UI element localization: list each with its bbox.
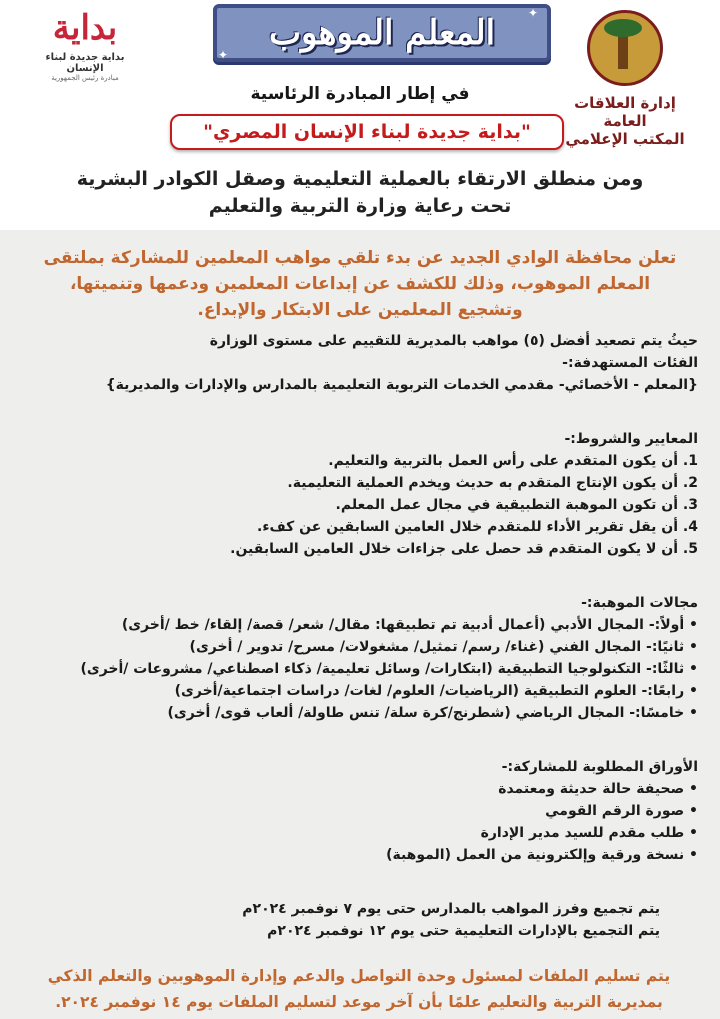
intro-line-1: تعلن محافظة الوادي الجديد عن بدء تلقي مواهب المعلمين للمشاركة بملتقى [43, 248, 677, 268]
logo-line-2: المكتب الإعلامي [565, 130, 685, 148]
criteria-item: 2. أن يكون الإنتاج المتقدم به حديث ويخدم العملية التعليمية. [287, 475, 698, 491]
selection-note: حيثُ يتم تصعيد أفضل (٥) مواهب بالمديرية للتقييم على مستوى الوزارة [209, 333, 698, 349]
banner-title: المعلم الموهوب [268, 13, 496, 53]
criteria-heading: المعايير والشروط:- [564, 431, 698, 447]
initiative-line: في إطار المبادرة الرئاسية [250, 84, 470, 104]
schedule-line-1: يتم تجميع وفرز المواهب بالمدارس حتى يوم ٧ نوفمبر ٢٠٢٤م [242, 901, 660, 917]
document-item: • صحيفة حالة حديثة ومعتمدة [8, 778, 698, 800]
field-item: • أولاً:- المجال الأدبي (أعمال أدبية تم تطبيقها: مقال/ شعر/ قصة/ إلقاء/ خط /أخرى) [8, 614, 698, 636]
palm-tree-emblem-icon [587, 10, 663, 86]
public-relations-logo [550, 10, 700, 148]
field-item: • ثالثًا:- التكنولوجيا التطبيقية (ابتكارات/ وسائل تعليمية/ ذكاء اصطناعي/ مشروعات /أخرى) [8, 658, 698, 680]
target-text: {المعلم - الأخصائي- مقدمي الخدمات التربوية التعليمية بالمدارس والإدارات والمديرية} [105, 377, 698, 393]
documents-section [8, 756, 698, 866]
intro-line-2: المعلم الموهوب، وذلك للكشف عن إبداعات المعلمين ودعمها وتنميتها، [69, 274, 651, 294]
schedule-line-2: يتم التجميع بالإدارات التعليمية حتى يوم ١٢ نوفمبر ٢٠٢٤م [267, 923, 660, 939]
criteria-item: 5. أن لا يكون المتقدم قد حصل على جزاءات خلال العامين السابقين. [230, 541, 698, 557]
fields-heading: مجالات الموهبة:- [581, 595, 698, 611]
bidaya-logo-caption: بداية جديدة لبناء الإنسان [45, 52, 125, 74]
header [0, 0, 720, 230]
closing-line-2: بمديرية التربية والتعليم علمًا بأن آخر موعد لتسليم الملفات يوم ١٤ نوفمبر ٢٠٢٤. [55, 993, 663, 1011]
closing-line-1: يتم تسليم الملفات لمسئول وحدة التواصل والدعم وإدارة الموهوبين والتعلم الذكي [47, 967, 671, 985]
intro-paragraph [20, 245, 700, 323]
field-item: • خامسًا:- المجال الرياضي (شطرنج/كرة سلة/ تنس طاولة/ ألعاب قوى/ أخرى) [8, 702, 698, 724]
document-item: • صورة الرقم القومي [8, 800, 698, 822]
bidaya-logo-subcaption: مبادرة رئيس الجمهورية [51, 74, 119, 82]
closing-note [14, 963, 704, 1015]
bidaya-logo-mark: بداية [52, 8, 118, 48]
title-banner [213, 4, 551, 62]
document-item: • نسخة ورقية وإلكترونية من العمل (الموهبة) [8, 844, 698, 866]
initiative-name-box [170, 114, 564, 150]
criteria-item: 3. أن تكون الموهبة التطبيقية في مجال عمل المعلم. [335, 497, 698, 513]
field-item: • ثانيًا:- المجال الفني (غناء/ رسم/ تمثيل/ مشغولات/ مسرح/ تدوير / أخرى) [8, 636, 698, 658]
details-section [8, 330, 698, 396]
document-item: • طلب مقدم للسيد مدير الإدارة [8, 822, 698, 844]
documents-heading: الأوراق المطلوبة للمشاركة:- [501, 759, 698, 775]
schedule-section [10, 898, 660, 942]
intro-line-3: وتشجيع المعلمين على الابتكار والإبداع. [197, 300, 523, 320]
purpose-statement [0, 166, 720, 220]
criteria-section [8, 428, 698, 560]
star-icon: ✦ [218, 48, 229, 62]
logo-line-1: إدارة العلاقات العامة [574, 94, 676, 130]
bidaya-logo [30, 8, 140, 82]
purpose-line-1: ومن منطلق الارتقاء بالعملية التعليمية وصقل الكوادر البشرية [76, 168, 644, 190]
star-icon: ✦ [528, 6, 539, 20]
criteria-item: 1. أن يكون المتقدم على رأس العمل بالتربية والتعليم. [328, 453, 698, 469]
fields-section [8, 592, 698, 724]
criteria-item: 4. أن يقل تقرير الأداء للمتقدم خلال العامين السابقين عن كفء. [257, 519, 698, 535]
purpose-line-2: تحت رعاية وزارة التربية والتعليم [208, 195, 512, 217]
initiative-name: "بداية جديدة لبناء الإنسان المصري" [203, 121, 531, 143]
target-heading: الفئات المستهدفة:- [562, 355, 698, 371]
field-item: • رابعًا:- العلوم التطبيقية (الرياضيات/ العلوم/ لغات/ دراسات اجتماعية/أخرى) [8, 680, 698, 702]
